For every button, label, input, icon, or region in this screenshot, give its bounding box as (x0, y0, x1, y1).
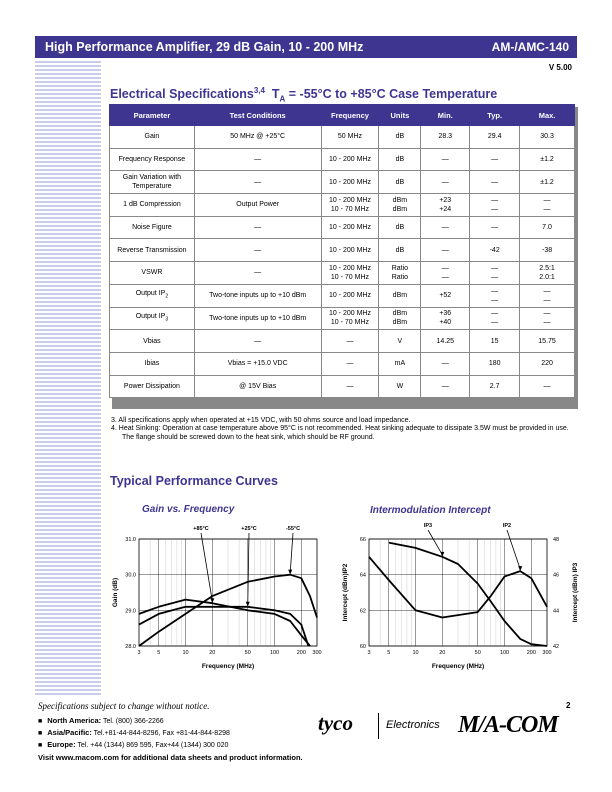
column-header: Min. (421, 105, 470, 126)
min-cell: — (421, 148, 470, 171)
condition-cell: — (194, 262, 321, 285)
frequency-cell: 10 - 200 MHz 10 - 70 MHz (321, 194, 379, 217)
y-axis-label: Intercept (dBm)IP2 (342, 563, 349, 622)
column-header: Max. (520, 105, 575, 126)
spec-table-header (110, 105, 575, 126)
table-row (110, 375, 575, 398)
typ-cell: -42 (470, 239, 520, 262)
y-tick-label: 64 (359, 572, 366, 579)
footnote: 4. Heat Sinking: Operation at case temperature above 95°C is not recommended. Heat sinking adequate to dissipate 3.5W must be provided in use. The flange should be screwed down to the heat sink, which should be RF ground. (111, 425, 569, 441)
min-cell: — (421, 239, 470, 262)
x-tick-label: 20 (439, 650, 446, 656)
x-tick-label: 200 (296, 650, 306, 656)
y-right-tick-label: 46 (553, 572, 560, 579)
x-axis-label: Frequency (MHz) (201, 663, 255, 670)
frequency-cell: — (321, 330, 379, 353)
condition-cell: Two-tone inputs up to +10 dBm (194, 307, 321, 330)
y-tick-label: 29.0 (125, 608, 136, 615)
condition-cell: — (194, 171, 321, 194)
y-tick-label: 60 (359, 644, 366, 650)
table-row (110, 284, 575, 307)
units-cell: V (379, 330, 421, 353)
bullet-icon: ■ (38, 742, 43, 749)
typ-cell: — — (470, 262, 520, 285)
column-header: Typ. (470, 105, 520, 126)
min-cell: — (421, 171, 470, 194)
param-cell: Output $IP_3$ (110, 307, 195, 330)
tyco-logo: tyco (318, 711, 353, 735)
table-row (110, 216, 575, 239)
table-row (110, 330, 575, 353)
min-cell: +52 (421, 284, 470, 307)
ip-annotation: IP3 (423, 523, 433, 529)
x-tick-label: 3 (367, 650, 371, 656)
frequency-cell: 10 - 200 MHz (321, 284, 379, 307)
y-right-tick-label: 44 (553, 608, 560, 615)
column-header: Test Conditions (194, 105, 321, 126)
x-tick-label: 300 (542, 650, 552, 656)
logo-divider (378, 713, 379, 739)
param-cell: Gain (110, 126, 195, 149)
disclaimer: Specifications subject to change without notice. (38, 701, 210, 711)
table-row (110, 307, 575, 330)
max-cell: 220 (520, 352, 575, 375)
table-row (110, 239, 575, 262)
table-row (110, 171, 575, 194)
param-cell: 1 dB Compression (110, 194, 195, 217)
param-cell: VSWR (110, 262, 195, 285)
max-cell: -38 (520, 239, 575, 262)
document-title: High Performance Amplifier, 29 dB Gain, 10 - 200 MHz (45, 40, 364, 54)
units-cell: dBm dBm (379, 307, 421, 330)
contact-region: North America: (47, 716, 102, 725)
param-cell: Gain Variation with Temperature (110, 171, 195, 194)
series-line (389, 543, 547, 646)
contact-number: Tel. +44 (1344) 869 595, Fax+44 (1344) 300 020 (75, 742, 229, 749)
y-right-tick-label: 42 (553, 644, 560, 650)
footnotes (111, 417, 576, 442)
min-cell: 14.25 (421, 330, 470, 353)
condition-cell: — (194, 330, 321, 353)
header-bar (35, 36, 577, 58)
max-cell: 2.5:1 2.0:1 (520, 262, 575, 285)
x-tick-label: 300 (312, 650, 322, 656)
contact-list (38, 716, 230, 752)
min-cell: — (421, 216, 470, 239)
frequency-cell: 10 - 200 MHz (321, 171, 379, 194)
units-cell: W (379, 375, 421, 398)
max-cell: ±1.2 (520, 148, 575, 171)
y-tick-label: 66 (359, 537, 366, 543)
annotation-arrow (507, 530, 520, 569)
annotation-arrow (428, 530, 442, 555)
performance-charts (100, 515, 600, 670)
min-cell: +36 +40 (421, 307, 470, 330)
max-cell: — (520, 375, 575, 398)
typ-cell: — — (470, 284, 520, 307)
typ-cell: 180 (470, 352, 520, 375)
param-cell: Power Dissipation (110, 375, 195, 398)
typ-cell: 2.7 (470, 375, 520, 398)
x-tick-label: 200 (526, 650, 536, 656)
frequency-cell: 10 - 200 MHz 10 - 70 MHz (321, 262, 379, 285)
typ-cell: 15 (470, 330, 520, 353)
website-line: Visit www.macom.com for additional data sheets and product information. (38, 753, 303, 762)
spec-section-title: Electrical Specifications$^{3,4}$ $T_A = -55^\circ C$ to +85°C Case Temperature (110, 86, 498, 104)
contact-number: Tel.+81-44-844-8296, Fax +81-44-844-8298 (91, 730, 230, 737)
units-cell: dBm (379, 284, 421, 307)
frequency-cell: — (321, 352, 379, 375)
ip-annotation: IP2 (502, 523, 512, 529)
arrow-head (288, 570, 292, 575)
y-tick-label: 28.0 (125, 644, 136, 650)
y-right-axis-label: Intercept (dBm) IP3 (572, 562, 579, 623)
param-cell: Frequency Response (110, 148, 195, 171)
table-row (110, 194, 575, 217)
min-cell: +23 +24 (421, 194, 470, 217)
x-tick-label: 5 (157, 650, 161, 656)
contact-region: Europe: (47, 740, 76, 749)
version-label: V 5.00 (548, 63, 572, 72)
x-tick-label: 50 (474, 650, 481, 656)
units-cell: dB (379, 216, 421, 239)
max-cell: ±1.2 (520, 171, 575, 194)
column-header: Frequency (321, 105, 379, 126)
x-tick-label: 10 (412, 650, 419, 656)
decorative-stripes (35, 61, 101, 695)
frequency-cell: 10 - 200 MHz (321, 216, 379, 239)
condition-cell: 50 MHz @ +25°C (194, 126, 321, 149)
table-row (110, 148, 575, 171)
y-tick-label: 31.0 (125, 537, 136, 543)
x-tick-label: 10 (182, 650, 189, 656)
macom-logo: M/A-COM (458, 712, 558, 738)
x-tick-label: 20 (209, 650, 216, 656)
min-cell: 28.3 (421, 126, 470, 149)
y-right-tick-label: 48 (553, 537, 560, 543)
footnote: 3. All specifications apply when operated at +15 VDC, with 50 ohms source and load impedance. (111, 417, 411, 424)
y-axis-label: Gain (dB) (112, 577, 119, 608)
x-tick-label: 100 (499, 650, 510, 656)
temp-annotation: -55°C (285, 526, 301, 532)
y-tick-label: 30.0 (125, 572, 136, 579)
part-number: AM-/AMC-140 (491, 40, 569, 54)
contact-region: Asia/Pacific: (47, 728, 92, 737)
condition-cell: Two-tone inputs up to +10 dBm (194, 284, 321, 307)
frequency-cell: 50 MHz (321, 126, 379, 149)
series-line (139, 607, 308, 646)
frequency-cell: 10 - 200 MHz 10 - 70 MHz (321, 307, 379, 330)
max-cell: — — (520, 284, 575, 307)
temp-annotation: +25°C (241, 526, 257, 532)
param-cell: Reverse Transmission (110, 239, 195, 262)
imd-chart-title: Intermodulation Intercept (370, 505, 491, 516)
condition-cell: — (194, 148, 321, 171)
contact-number: Tel. (800) 366-2266 (101, 718, 164, 725)
typ-cell: 29.4 (470, 126, 520, 149)
param-cell: Ibias (110, 352, 195, 375)
min-cell: — (421, 352, 470, 375)
frequency-cell: — (321, 375, 379, 398)
typ-cell: — — (470, 194, 520, 217)
units-cell: dBm dBm (379, 194, 421, 217)
annotation-arrow (201, 533, 212, 601)
param-cell: Vbias (110, 330, 195, 353)
table-row (110, 352, 575, 375)
x-tick-label: 5 (387, 650, 391, 656)
x-axis-label: Frequency (MHz) (431, 663, 485, 670)
page-number: 2 (566, 701, 571, 710)
contact-line (38, 728, 230, 737)
max-cell: 30.3 (520, 126, 575, 149)
table-row (110, 262, 575, 285)
y-tick-label: 62 (359, 608, 366, 615)
bullet-icon: ■ (38, 730, 43, 737)
column-header: Parameter (110, 105, 195, 126)
contact-line (38, 716, 230, 725)
bullet-icon: ■ (38, 718, 43, 725)
typ-cell: — (470, 148, 520, 171)
contact-line (38, 740, 230, 749)
param-cell: Noise Figure (110, 216, 195, 239)
arrow-head (518, 566, 522, 571)
units-cell: dB (379, 239, 421, 262)
curves-title: Typical Performance Curves (110, 474, 278, 488)
param-cell: Output $IP_2$ (110, 284, 195, 307)
table-row (110, 126, 575, 149)
max-cell: 15.75 (520, 330, 575, 353)
max-cell: 7.0 (520, 216, 575, 239)
typ-cell: — — (470, 307, 520, 330)
frequency-cell: 10 - 200 MHz (321, 239, 379, 262)
condition-cell: @ 15V Bias (194, 375, 321, 398)
gain-chart-title: Gain vs. Frequency (142, 504, 235, 515)
units-cell: dB (379, 171, 421, 194)
frequency-cell: 10 - 200 MHz (321, 148, 379, 171)
typ-cell: — (470, 216, 520, 239)
column-header: Units (379, 105, 421, 126)
spec-table (109, 104, 575, 398)
x-tick-label: 3 (137, 650, 141, 656)
units-cell: dB (379, 126, 421, 149)
temp-annotation: +85°C (193, 526, 209, 532)
units-cell: Ratio Ratio (379, 262, 421, 285)
typ-cell: — (470, 171, 520, 194)
units-cell: mA (379, 352, 421, 375)
min-cell: — — (421, 262, 470, 285)
max-cell: — — (520, 194, 575, 217)
x-tick-label: 50 (244, 650, 251, 656)
electronics-logo: Electronics (386, 719, 440, 731)
units-cell: dB (379, 148, 421, 171)
condition-cell: Output Power (194, 194, 321, 217)
max-cell: — — (520, 307, 575, 330)
condition-cell: Vbias = +15.0 VDC (194, 352, 321, 375)
condition-cell: — (194, 216, 321, 239)
min-cell: — (421, 375, 470, 398)
condition-cell: — (194, 239, 321, 262)
x-tick-label: 100 (269, 650, 280, 656)
